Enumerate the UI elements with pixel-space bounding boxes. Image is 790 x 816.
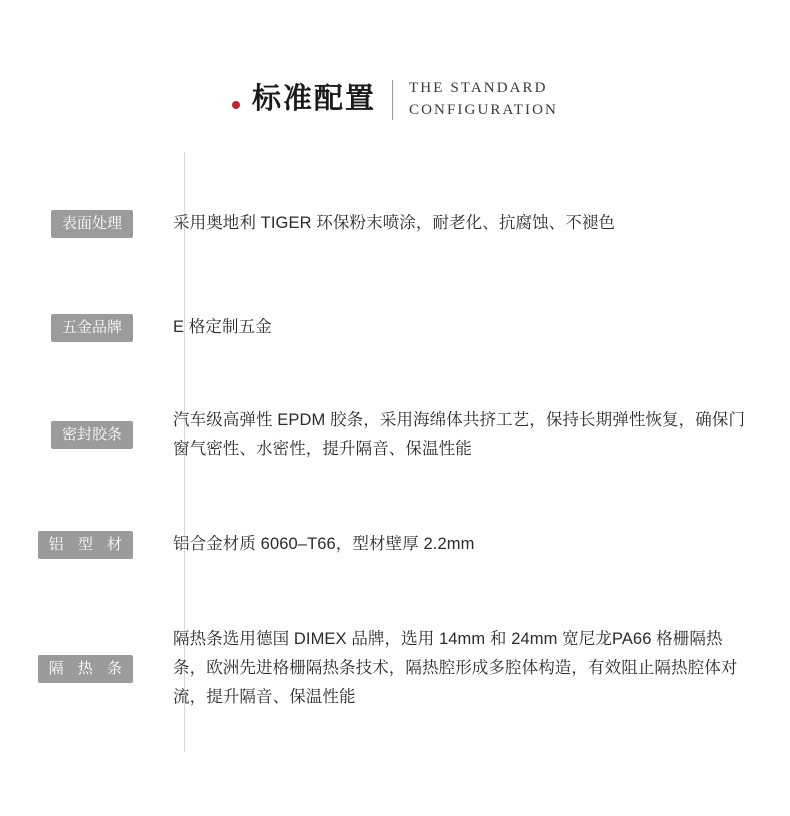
header-inner: [232, 78, 558, 122]
spec-label-hardware-brand: 五金品牌: [51, 314, 133, 342]
spec-label-aluminium-profile: 铝 型 材: [38, 531, 133, 559]
spec-list: [0, 196, 790, 723]
page-title-cn: 标准配置: [252, 82, 377, 115]
desc-column: [160, 625, 790, 713]
tag-column: [0, 314, 160, 342]
desc-column: [160, 406, 790, 465]
spec-row-sealing-strip: [0, 406, 790, 465]
tag-column: [0, 531, 160, 559]
spec-row-thermal-break: [0, 625, 790, 713]
desc-column: [160, 313, 790, 342]
spec-desc-aluminium-profile: 铝合金材质 6060–T66，型材壁厚 2.2mm: [173, 535, 475, 554]
spec-desc-sealing-strip: 汽车级高弹性 EPDM 胶条，采用海绵体共挤工艺，保持长期弹性恢复，确保门窗气密性、水密性，提升隔音、保温性能: [173, 411, 746, 459]
tag-column: [0, 421, 160, 449]
title-divider: [392, 80, 393, 120]
spec-label-sealing-strip: 密封胶条: [51, 421, 133, 449]
spec-desc-hardware-brand: E 格定制五金: [173, 318, 272, 337]
spec-row-hardware-brand: [0, 300, 790, 356]
tag-column: [0, 655, 160, 683]
spec-row-aluminium-profile: [0, 517, 790, 573]
desc-column: [160, 209, 790, 238]
red-dot-icon: [232, 101, 240, 109]
page-header: [0, 78, 790, 122]
spec-desc-thermal-break: 隔热条选用德国 DIMEX 品牌，选用 14mm 和 24mm 宽尼龙PA66 格栅隔热条，欧洲先进格栅隔热条技术，隔热腔形成多腔体构造，有效阻止隔热腔体对流，提升隔音、保温性能: [173, 629, 738, 707]
page-title-en-line2: CONFIGURATION: [409, 101, 558, 118]
page-title-en-line1: THE STANDARD: [409, 80, 548, 96]
page-title-en: [409, 78, 558, 122]
spec-label-thermal-break: 隔 热 条: [38, 655, 133, 683]
tag-column: [0, 210, 160, 238]
desc-column: [160, 530, 790, 559]
spec-desc-surface-treatment: 采用奥地利 TIGER 环保粉末喷涂，耐老化、抗腐蚀、不褪色: [173, 214, 616, 233]
spec-label-surface-treatment: 表面处理: [51, 210, 133, 238]
spec-row-surface-treatment: [0, 196, 790, 252]
